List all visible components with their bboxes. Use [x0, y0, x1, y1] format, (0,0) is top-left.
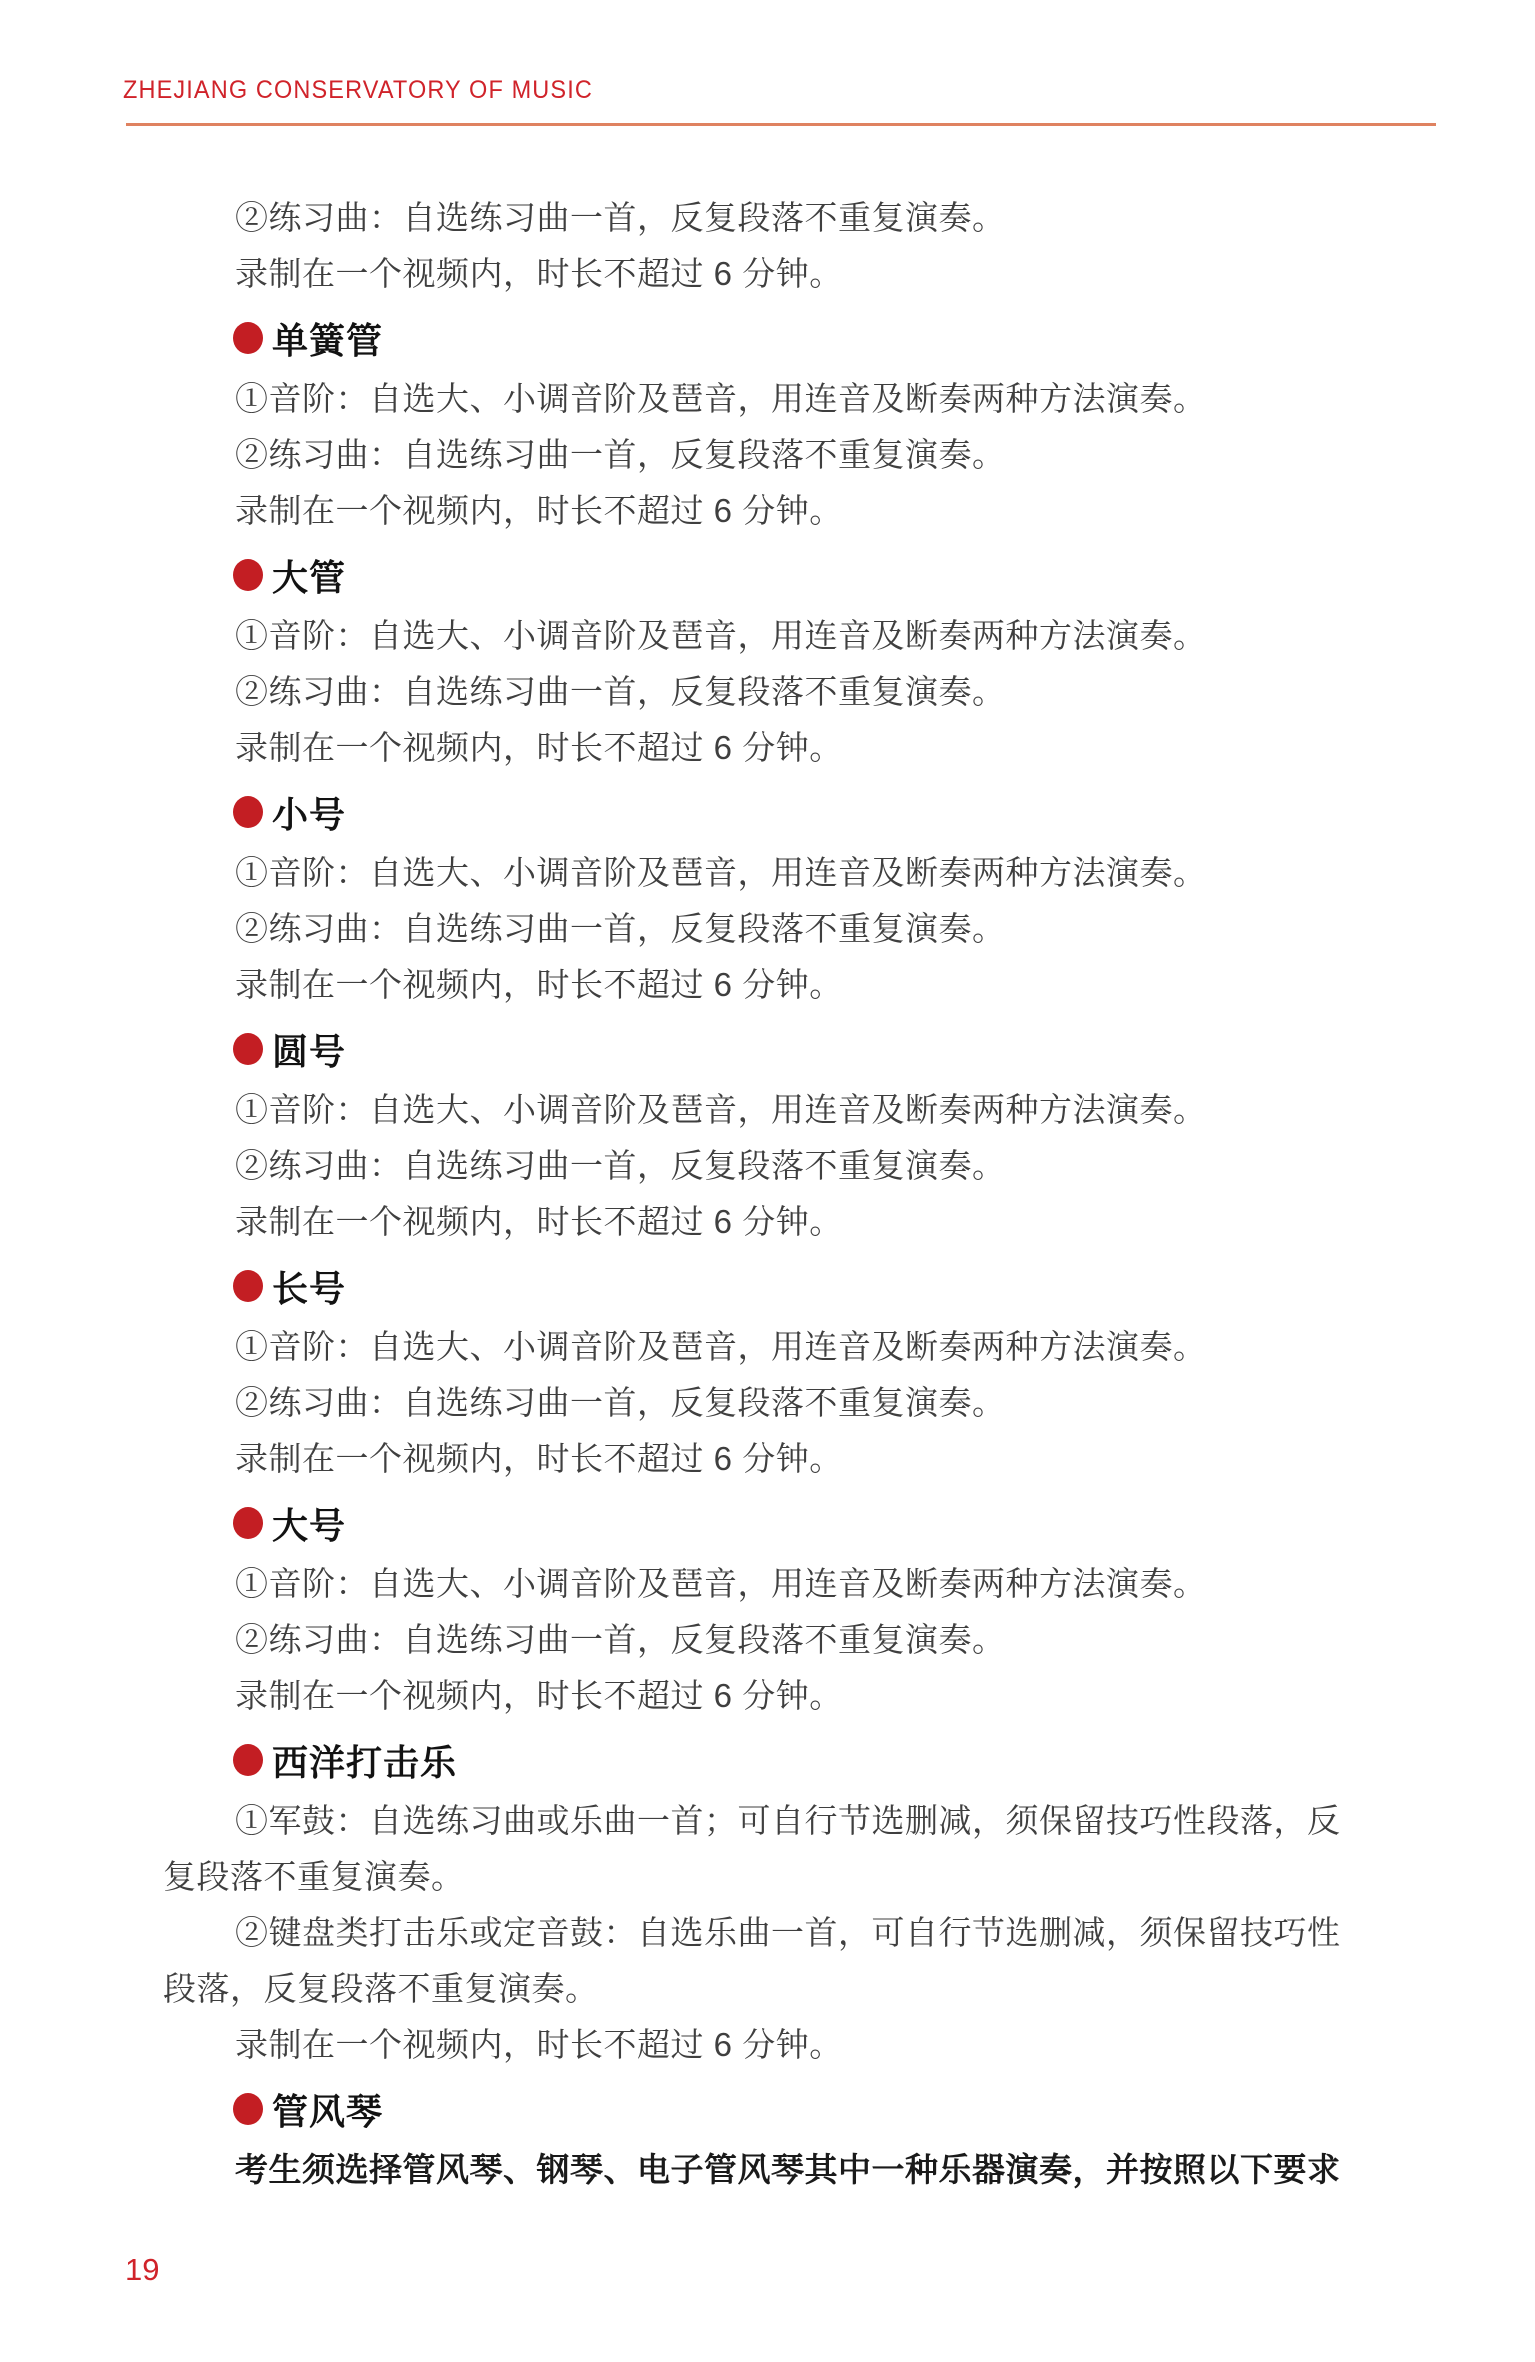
- section-heading: [163, 2081, 1433, 2137]
- page-number: 19: [125, 2252, 160, 2287]
- bullet-icon: [233, 796, 263, 828]
- body-line: ②练习曲：自选练习曲一首，反复段落不重复演奏。: [235, 436, 1006, 473]
- bullet-icon: [233, 1033, 263, 1065]
- instrument-section: [163, 784, 1433, 1013]
- instrument-section: [163, 547, 1433, 776]
- bullet-icon: [233, 559, 263, 591]
- bullet-icon: [233, 2093, 263, 2125]
- section-title: 大管: [272, 556, 347, 598]
- instrument-section: [163, 2081, 1433, 2198]
- body-line: 录制在一个视频内，时长不超过 6 分钟。: [235, 1203, 843, 1240]
- section-heading: [163, 547, 1433, 603]
- conservatory-name: ZHEJIANG CONSERVATORY OF MUSIC: [123, 76, 593, 104]
- body-line: 复段落不重复演奏。: [163, 1858, 465, 1895]
- section-heading: [163, 1258, 1433, 1314]
- section-title: 西洋打击乐: [272, 1741, 458, 1783]
- section-title: 单簧管: [272, 319, 384, 361]
- bullet-icon: [233, 1270, 263, 1302]
- body-line: 录制在一个视频内，时长不超过 6 分钟。: [235, 966, 843, 1003]
- body-line: 考生须选择管风琴、钢琴、电子管风琴其中一种乐器演奏，并按照以下要求: [235, 2151, 1341, 2188]
- instrument-section: [163, 1732, 1433, 2073]
- bullet-icon: [233, 1507, 263, 1539]
- bullet-icon: [233, 322, 263, 354]
- body-line: ②练习曲：自选练习曲一首，反复段落不重复演奏。: [235, 910, 1006, 947]
- body-line: ①军鼓：自选练习曲或乐曲一首；可自行节选删减，须保留技巧性段落，反: [235, 1802, 1341, 1839]
- section-title: 圆号: [272, 1030, 347, 1072]
- section-heading: [163, 1495, 1433, 1551]
- section-heading: [163, 310, 1433, 366]
- body-line: 段落，反复段落不重复演奏。: [163, 1970, 599, 2007]
- instrument-section: [163, 1495, 1433, 1724]
- body-line: ①音阶：自选大、小调音阶及琶音，用连音及断奏两种方法演奏。: [235, 1328, 1207, 1365]
- section-heading: [163, 1021, 1433, 1077]
- body-line: ②练习曲：自选练习曲一首，反复段落不重复演奏。: [235, 199, 1006, 236]
- section-title: 管风琴: [272, 2090, 384, 2132]
- header-divider: [126, 123, 1436, 126]
- body-line: ①音阶：自选大、小调音阶及琶音，用连音及断奏两种方法演奏。: [235, 1091, 1207, 1128]
- body-line: 录制在一个视频内，时长不超过 6 分钟。: [235, 1677, 843, 1714]
- body-line: ②练习曲：自选练习曲一首，反复段落不重复演奏。: [235, 1147, 1006, 1184]
- body-line: 录制在一个视频内，时长不超过 6 分钟。: [235, 729, 843, 766]
- section-title: 长号: [272, 1267, 347, 1309]
- body-line: ②练习曲：自选练习曲一首，反复段落不重复演奏。: [235, 1621, 1006, 1658]
- body-line: ①音阶：自选大、小调音阶及琶音，用连音及断奏两种方法演奏。: [235, 617, 1207, 654]
- body-line: ②练习曲：自选练习曲一首，反复段落不重复演奏。: [235, 1384, 1006, 1421]
- body-line: ①音阶：自选大、小调音阶及琶音，用连音及断奏两种方法演奏。: [235, 854, 1207, 891]
- body-line: 录制在一个视频内，时长不超过 6 分钟。: [235, 1440, 843, 1477]
- instrument-section: [163, 1258, 1433, 1487]
- body-line: 录制在一个视频内，时长不超过 6 分钟。: [235, 492, 843, 529]
- body-line: 录制在一个视频内，时长不超过 6 分钟。: [235, 255, 843, 292]
- instrument-section: [163, 310, 1433, 539]
- bullet-icon: [233, 1744, 263, 1776]
- section-title: 小号: [272, 793, 347, 835]
- body-line: ②练习曲：自选练习曲一首，反复段落不重复演奏。: [235, 673, 1006, 710]
- section-heading: [163, 1732, 1433, 1788]
- section-title: 大号: [272, 1504, 347, 1546]
- body-line: ①音阶：自选大、小调音阶及琶音，用连音及断奏两种方法演奏。: [235, 1565, 1207, 1602]
- body-line: ②键盘类打击乐或定音鼓：自选乐曲一首，可自行节选删减，须保留技巧性: [235, 1914, 1341, 1951]
- body-line: 录制在一个视频内，时长不超过 6 分钟。: [235, 2026, 843, 2063]
- document-content: [163, 190, 1433, 2198]
- section-heading: [163, 784, 1433, 840]
- instrument-section: [163, 1021, 1433, 1250]
- body-line: ①音阶：自选大、小调音阶及琶音，用连音及断奏两种方法演奏。: [235, 380, 1207, 417]
